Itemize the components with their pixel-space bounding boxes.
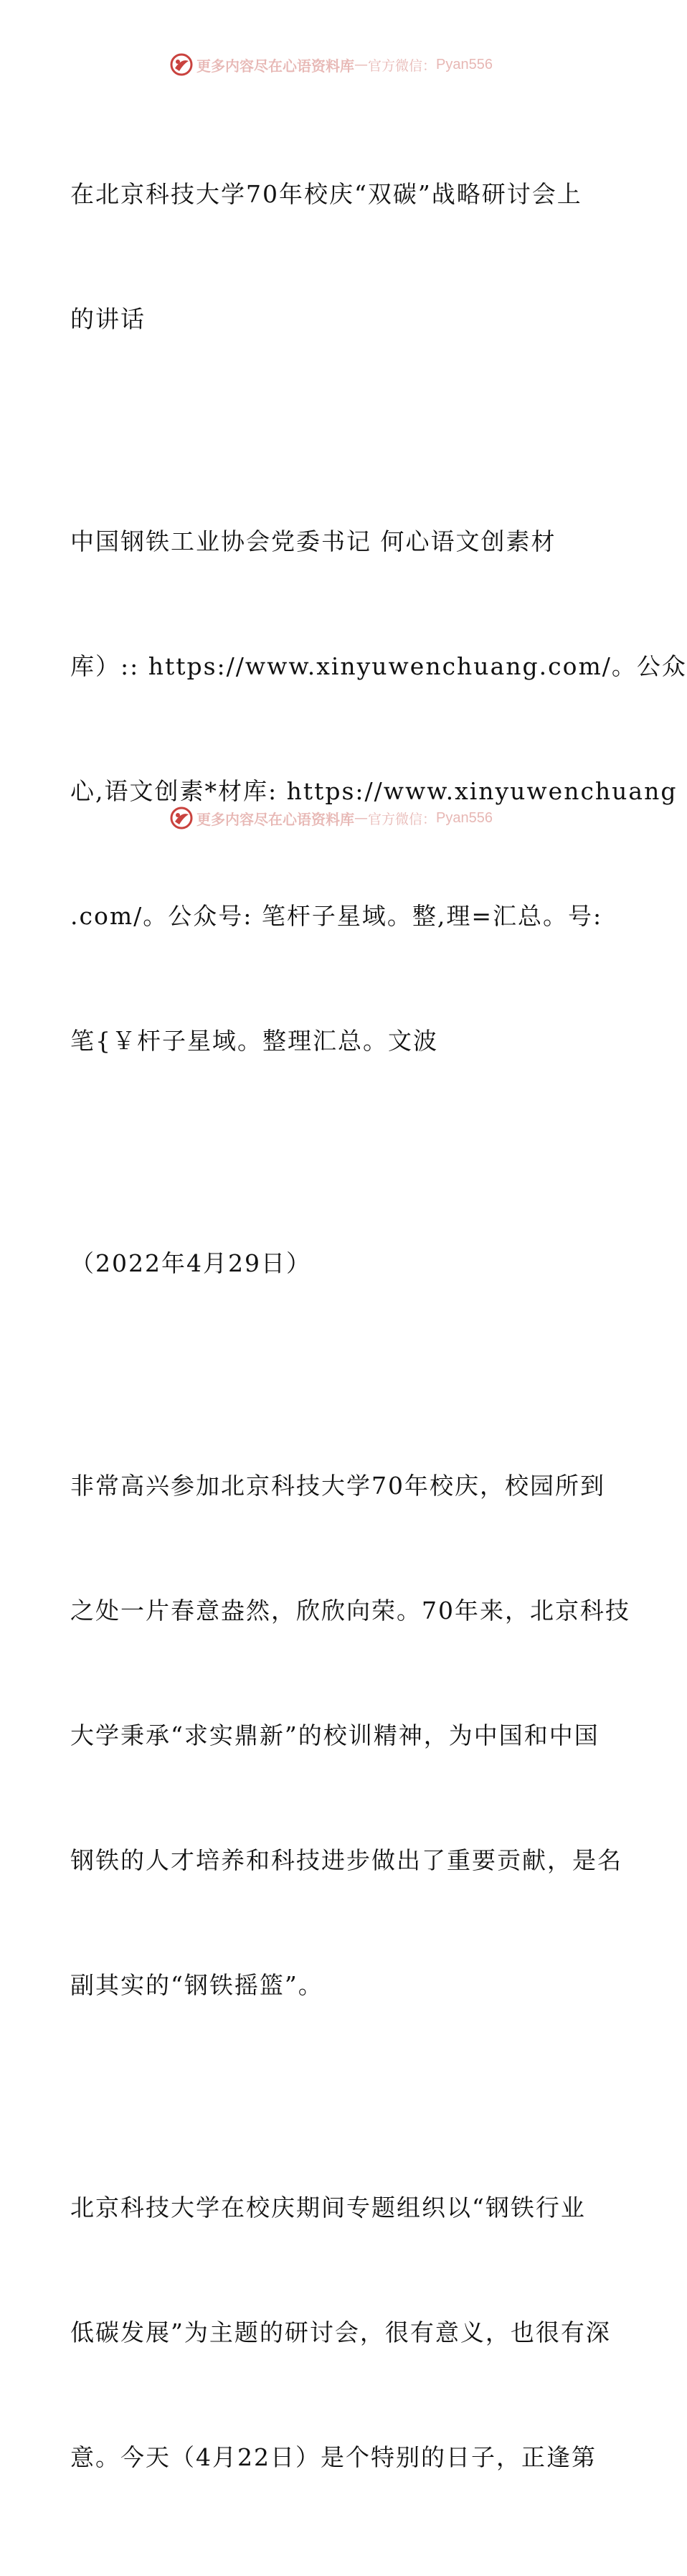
author-line: 中国钢铁工业协会党委书记 何心语文创素材 bbox=[70, 527, 556, 555]
author-paragraph bbox=[70, 438, 687, 1145]
date-line: （2022年4月29日） bbox=[70, 1249, 311, 1277]
brand-logo-icon bbox=[169, 806, 194, 830]
author-line: .com/。公众号: 笔杆子星域。整,理=汇总。号: bbox=[70, 902, 603, 930]
watermark-sub-text: 官方微信： bbox=[368, 57, 437, 74]
footer-watermark bbox=[169, 805, 493, 831]
document-body bbox=[70, 90, 687, 2576]
brand-logo-icon bbox=[169, 52, 194, 77]
body-line: 低碳发展”为主题的研讨会，很有意义，也很有深 bbox=[70, 2318, 611, 2346]
author-line: 笔{￥杆子星域。整理汇总。文波 bbox=[70, 1027, 438, 1055]
author-line: 心,语文创素*材库: https://www.xinyuwenchuang bbox=[70, 777, 678, 805]
title-line: 的讲话 bbox=[70, 305, 146, 333]
body-paragraph-1 bbox=[70, 1382, 630, 2090]
body-line: 北京科技大学在校庆期间专题组织以“钢铁行业 bbox=[70, 2194, 586, 2222]
watermark-handle: Pyan556 bbox=[436, 56, 493, 72]
header-watermark bbox=[169, 52, 493, 77]
speech-title bbox=[70, 90, 630, 423]
date-paragraph bbox=[70, 1160, 630, 1368]
body-line: 意。今天（4月22日）是个特别的日子，正逢第 bbox=[70, 2443, 597, 2471]
body-line: 非常高兴参加北京科技大学70年校庆，校园所到 bbox=[70, 1472, 605, 1500]
title-line: 在北京科技大学70年校庆“双碳”战略研讨会上 bbox=[70, 180, 582, 208]
watermark-main-text: 更多内容尽在心语资料库 bbox=[196, 57, 354, 75]
body-line: 钢铁的人才培养和科技进步做出了重要贡献，是名 bbox=[70, 1846, 622, 1874]
watermark-main-text: 更多内容尽在心语资料库 bbox=[196, 810, 354, 828]
watermark-handle: Pyan556 bbox=[436, 809, 493, 826]
body-line: 大学秉承“求实鼎新”的校训精神，为中国和中国 bbox=[70, 1721, 600, 1749]
watermark-dash: — bbox=[354, 57, 368, 72]
watermark-dash: — bbox=[354, 810, 368, 826]
body-paragraph-2 bbox=[70, 2104, 630, 2562]
watermark-sub-text: 官方微信： bbox=[368, 811, 437, 827]
body-line: 副其实的“钢铁摇篮”。 bbox=[70, 1971, 323, 1999]
body-line: 之处一片春意盎然，欣欣向荣。70年来，北京科技 bbox=[70, 1597, 630, 1625]
author-line: 库）:: https://www.xinyuwenchuang.com/。公众 bbox=[70, 652, 687, 680]
